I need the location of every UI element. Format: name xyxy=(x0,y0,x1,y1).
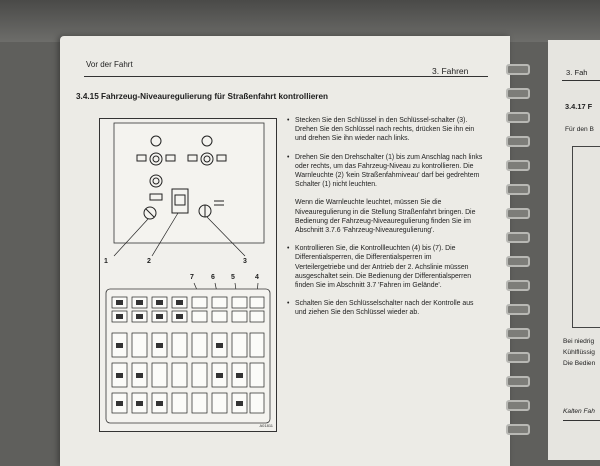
paragraph-3-text: Wenn die Warnleuchte leuchtet, müssen Sie die Niveauregulierung in die Stellung Straßenfahrt bringen. Die Bedienung der Fahrzeug-Niveauregulierung finden Sie im Abschnitt 3.7.6 'Fahrzeug-Niveauregulierung'. xyxy=(295,199,476,235)
right-page-line-5: Kalten Fah xyxy=(563,408,595,415)
bullet-4: • xyxy=(287,245,290,253)
figure-reference: A01811 xyxy=(259,423,273,428)
binding-ring xyxy=(506,280,530,291)
binding-ring xyxy=(506,376,530,387)
binding-ring xyxy=(506,88,530,99)
paragraph-5 xyxy=(287,299,483,317)
bullet-3 xyxy=(287,198,295,235)
header-left: Vor der Fahrt xyxy=(86,60,133,69)
binding-ring xyxy=(506,184,530,195)
binding-ring xyxy=(506,400,530,411)
paragraph-3 xyxy=(287,198,483,235)
right-page-section: 3.4.17 F xyxy=(565,102,593,111)
binding-ring xyxy=(506,352,530,363)
callout-5: 5 xyxy=(231,274,235,281)
right-page-header: 3. Fah xyxy=(566,68,588,77)
right-page-line-1: Für den B xyxy=(565,126,594,133)
control-panel-figure xyxy=(99,118,277,432)
header-rule xyxy=(84,76,488,77)
binding-ring xyxy=(506,424,530,435)
binding-ring xyxy=(506,232,530,243)
paragraph-1 xyxy=(287,116,483,144)
paragraph-1-text: Stecken Sie den Schlüssel in den Schlüssel-schalter (3). Drehen Sie den Schlüssel nach rechts, drücken Sie ihn ein und drehen Sie ihn wieder nach links. xyxy=(295,117,475,143)
binding-ring xyxy=(506,160,530,171)
binding-ring xyxy=(506,208,530,219)
callout-7: 7 xyxy=(190,274,194,281)
callout-6: 6 xyxy=(211,274,215,281)
right-page-line-2: Bei niedrig xyxy=(563,338,595,345)
binding-ring xyxy=(506,64,530,75)
paragraph-4 xyxy=(287,244,483,290)
callout-3: 3 xyxy=(243,258,247,265)
paragraph-2 xyxy=(287,153,483,190)
right-page-header-rule xyxy=(562,80,600,81)
right-page-rule xyxy=(563,420,600,421)
section-title: 3.4.15 Fahrzeug-Niveauregulierung für Straßenfahrt kontrollieren xyxy=(76,92,329,101)
header-right: 3. Fahren xyxy=(432,66,469,76)
paragraph-5-text: Schalten Sie den Schlüsselschalter nach der Kontrolle aus und ziehen Sie den Schlüssel wieder ab. xyxy=(295,300,474,317)
bullet-5: • xyxy=(287,300,290,308)
callout-2: 2 xyxy=(147,258,151,265)
right-page-line-4: Die Bedien xyxy=(563,360,596,367)
callout-4: 4 xyxy=(255,274,259,281)
right-page-figure-frame xyxy=(572,146,600,328)
binding-ring xyxy=(506,136,530,147)
paragraph-4-text: Kontrollieren Sie, die Kontrollleuchten (4) bis (7). Die Differentialsperren, die Differentialsperren im Verteilergetriebe und der Antrieb der 2. Achslinie müssen ausgeschaltet sein. Die Bedienung der Differentialsperren finden Sie im Abschnitt 3.7 'Fahren im Gelände'. xyxy=(295,245,472,290)
binding-ring xyxy=(506,304,530,315)
binding-ring xyxy=(506,256,530,267)
bullet-1: • xyxy=(287,117,290,124)
right-page-line-3: Kühlflüssig xyxy=(563,349,595,356)
bullet-2: • xyxy=(287,153,290,161)
body-text xyxy=(287,116,483,324)
binding-ring xyxy=(506,328,530,339)
binding-ring xyxy=(506,112,530,123)
paragraph-2-text: Drehen Sie den Drehschalter (1) bis zum Anschlag nach links oder rechts, um das Fahrzeug-Niveau zu kontrollieren. Die Warnleuchte (2) 'kein Straßenfahrniveau' darf bei gedrehtem Schalter (1) nicht leuchten. xyxy=(295,153,483,189)
callout-1: 1 xyxy=(104,258,108,265)
control-panel-drawing xyxy=(100,119,276,431)
